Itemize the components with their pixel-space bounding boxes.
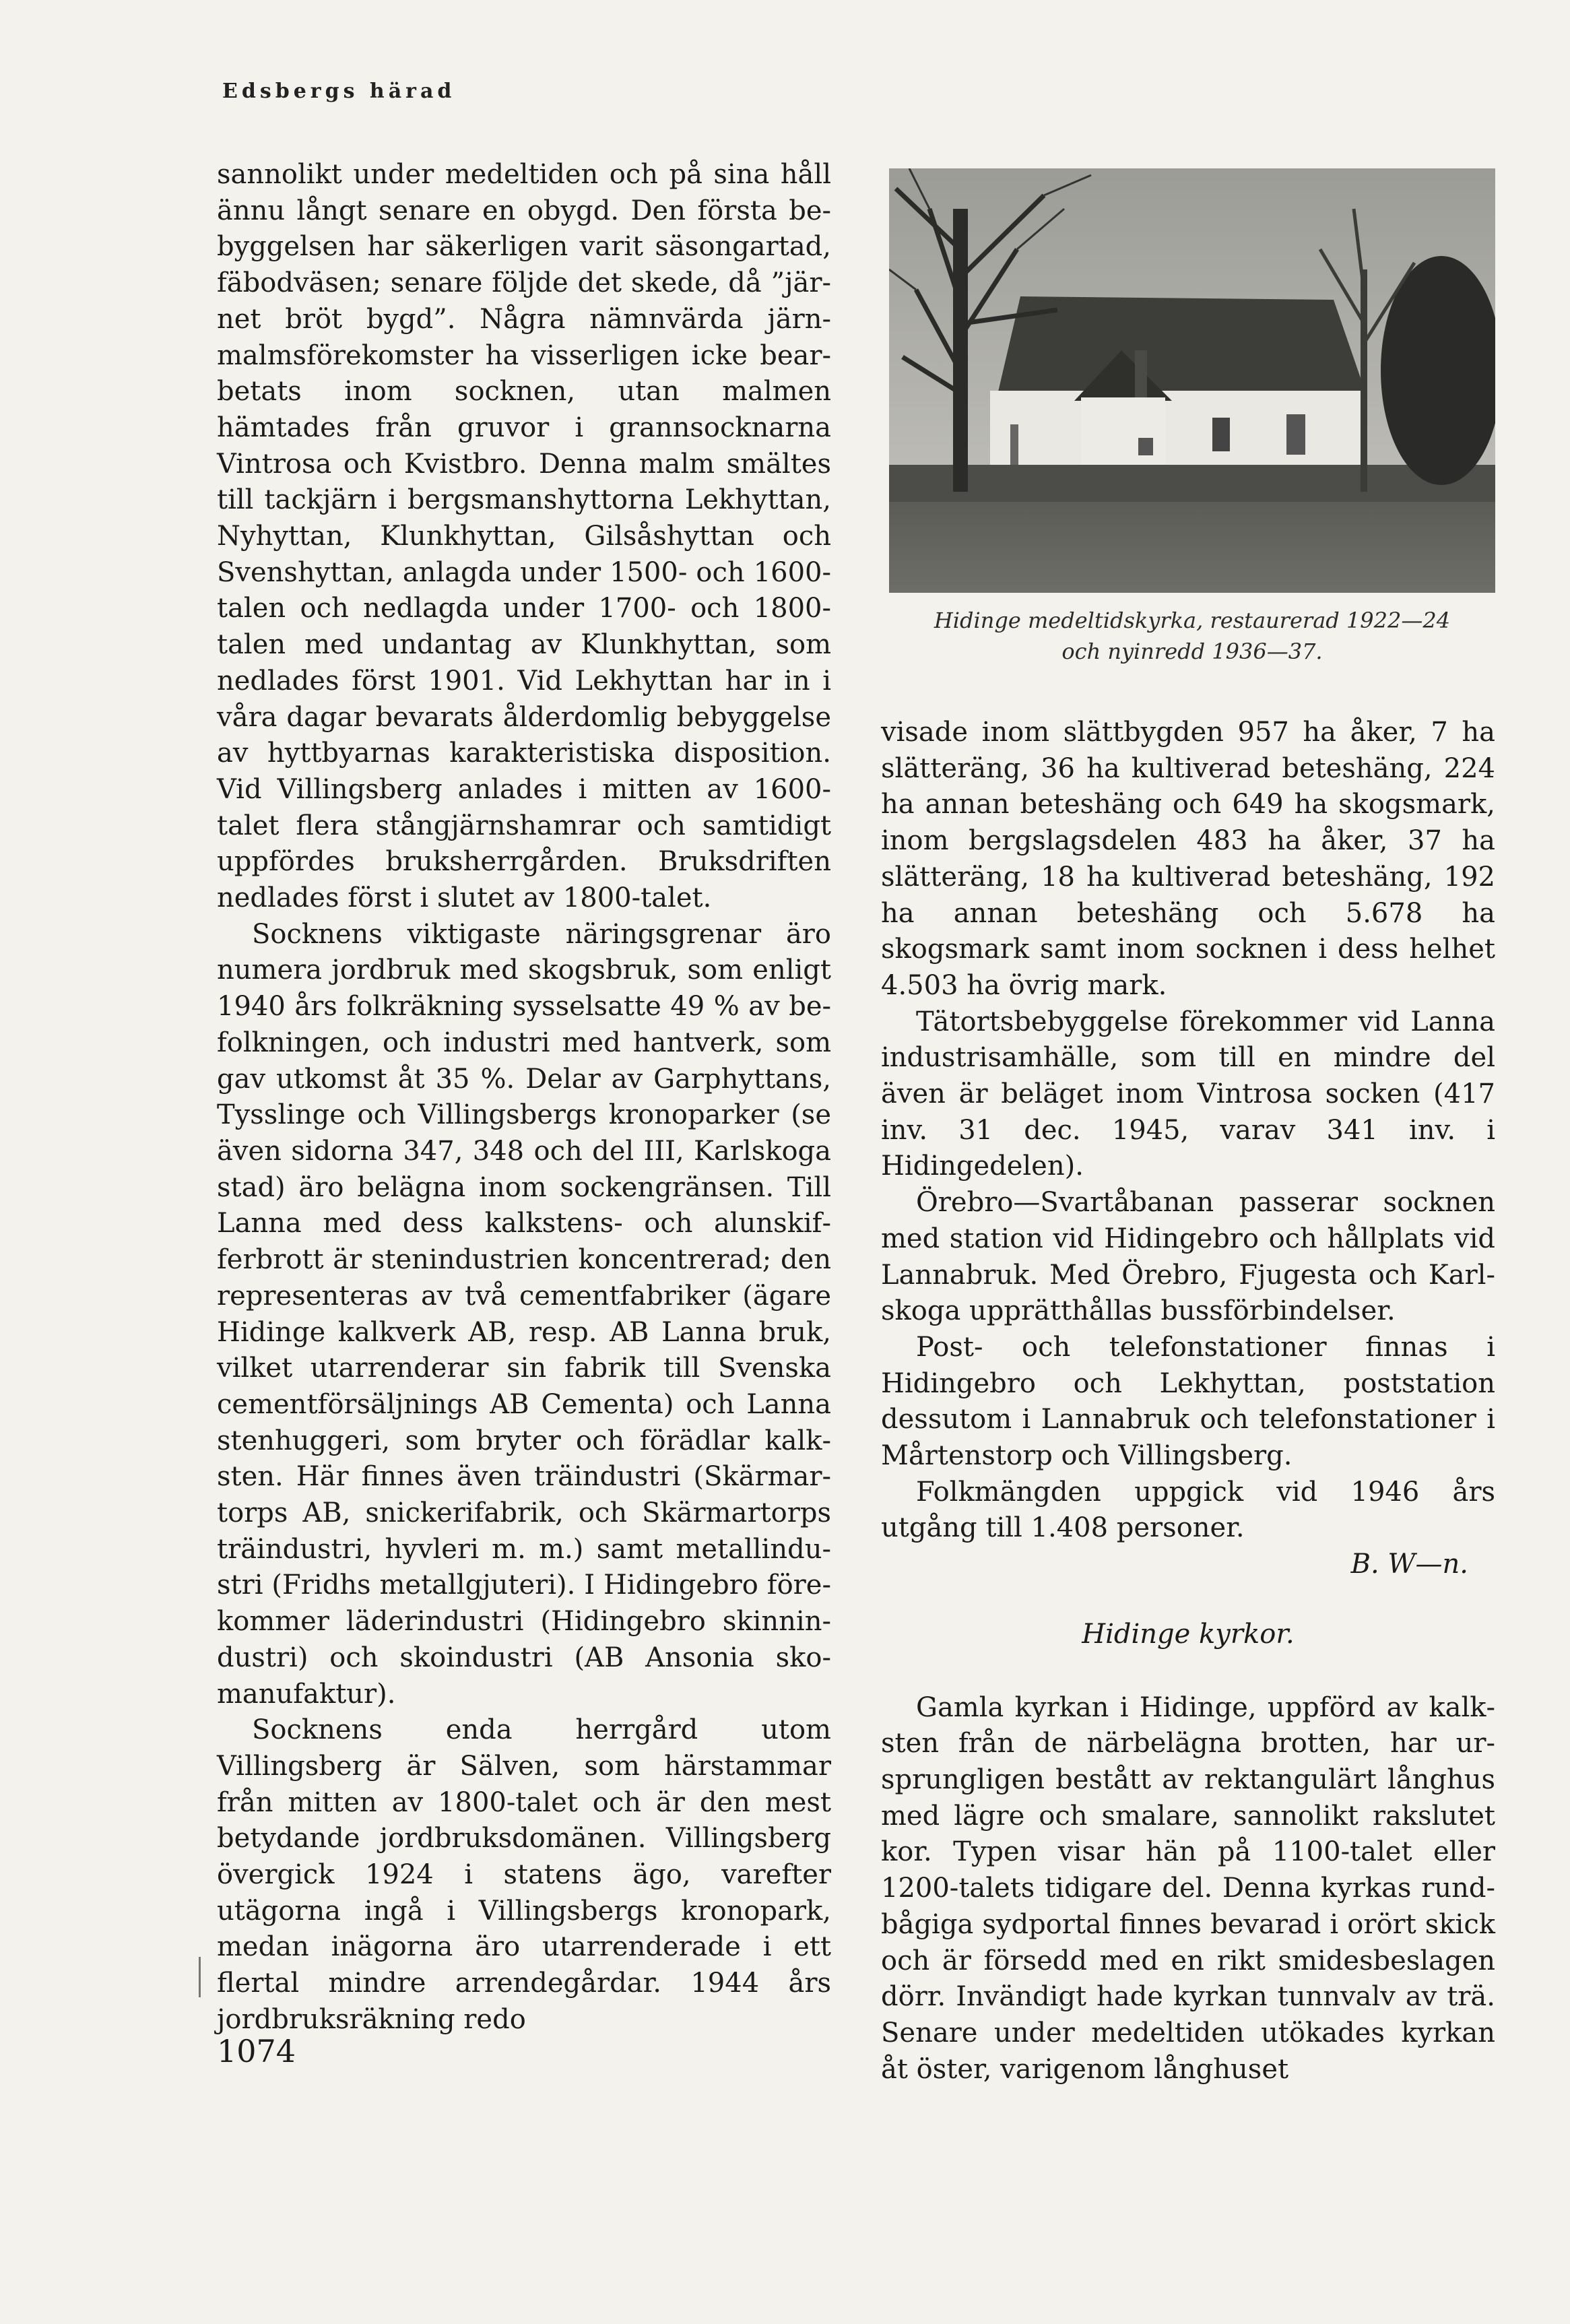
margin-mark [199, 1957, 201, 1997]
section-title: Hidinge kyrkor. [1082, 1618, 1295, 1650]
paragraph: sannolikt under medeltiden och på sina håll ännu långt senare en obygd. Den första bebyggelsen har säkerligen varit säsongartad, fäbodväsen; senare följde det skede, då ”järnet bröt bygd”. Några nämnvärda järnmalmsförekomster ha visserligen icke bearbetats inom socknen, utan malmen hämtades från gruvor i grannsocknarna Vintrosa och Kvistbro. Denna malm smältes till tackjärn i bergsmanshyttorna Lekhyttan, Nyhyttan, Klunkhyttan, Gilsåshyttan och Svenshyttan, anlagda under 1500- och 1600-talen och nedlagda under 1700- och 1800-talen med undantag av Klunkhyttan, som nedlades först 1901. Vid Lekhyttan har in i våra dagar bevarats ålderdomlig bebyggelse av hyttbyarnas karakteristiska disposition. Vid Villingsberg anlades i mitten av 1600-talet flera stångjärnshamrar och samtidigt uppfördes bruksherrgården. Bruksdriften nedlades först i slutet av 1800-talet. [217, 159, 831, 914]
paragraph: Folkmängden uppgick vid 1946 års utgång till 1.408 personer. [881, 1476, 1495, 1544]
page-number: 1074 [217, 2033, 296, 2069]
paragraph: Post- och telefonstationer finnas i Hidingebro och Lekhyttan, poststation dessutom i Lannabruk och telefonstationer i Mårtenstorp och Villingsberg. [881, 1331, 1495, 1472]
church-photo-image [889, 168, 1495, 593]
paragraph: Tätortsbebyggelse förekommer vid Lanna industrisamhälle, som till en mindre del även är beläget inom Vintrosa socken (417 inv. 31 dec. 1945, varav 341 inv. i Hidingedelen). [881, 1006, 1495, 1182]
paragraph: Socknens enda herrgård utom Villingsberg är Sälven, som härstammar från mitten av 1800-talet och är den mest betydande jordbruksdomänen. Villingsberg övergick 1924 i statens ägo, varefter utägorna ingå i Villingsbergs kronopark, medan inägorna äro utarrenderade i ett flertal mindre arrendegårdar. 1944 års jordbruksräkning redo [217, 1714, 831, 2035]
paragraph: visade inom slättbygden 957 ha åker, 7 ha slätteräng, 36 ha kultiverad beteshäng, 224 ha annan beteshäng och 649 ha skogsmark, inom bergslagsdelen 483 ha åker, 37 ha slätteräng, 18 ha kultiverad beteshäng, 192 ha annan beteshäng och 5.678 ha skogsmark samt inom socknen i dess helhet 4.503 ha övrig mark. [881, 717, 1495, 1001]
caption-line: och nyinredd 1936—37. [1061, 639, 1323, 664]
running-head: Edsbergs härad [222, 79, 456, 103]
left-column [217, 157, 831, 2038]
paragraph: Örebro—Svartåbanan passerar socknen med station vid Hidingebro och hållplats vid Lannabruk. Med Örebro, Fjugesta och Karlskoga upprätthållas bussförbindelser. [881, 1187, 1495, 1327]
photo-caption [889, 605, 1495, 667]
paragraph: Gamla kyrkan i Hidinge, uppförd av kalksten från de närbelägna brotten, har ursprungligen bestått av rektangulärt långhus med lägre och smalare, sannolikt rakslutet kor. Typen visar hän på 1100-talet eller 1200-talets tidigare del. Denna kyrkas rundbågiga sydportal finnes bevarad i orört skick och är försedd med en rikt smidesbeslagen dörr. Invändigt hade kyrkan tunnvalv av trä. Senare under medeltiden utökades kyrkan åt öster, varigenom långhuset [881, 1691, 1495, 2085]
caption-line: Hidinge medeltidskyrka, restaurerad 1922—24 [934, 608, 1451, 633]
church-photo [889, 168, 1495, 593]
author-signature: B. W—n. [1350, 1549, 1468, 1580]
right-column [881, 715, 1495, 2088]
paragraph: Socknens viktigaste näringsgrenar äro numera jordbruk med skogsbruk, som enligt 1940 års folkräkning sysselsatte 49 % av befolkningen, och industri med hantverk, som gav utkomst åt 35 %. Delar av Garphyttans, Tysslinge och Villingsbergs kronoparker (se även sidorna 347, 348 och del III, Karlskoga stad) äro belägna inom sockengränsen. Till Lanna med dess kalkstens- och alunskifferbrott är stenindustrien koncentrerad; den representeras av två cementfabriker (ägare Hidinge kalkverk AB, resp. AB Lanna bruk, vilket utarrenderar sin fabrik till Svenska cementförsäljnings AB Cementa) och Lanna stenhuggeri, som bryter och förädlar kalksten. Här finnes även träindustri (Skärmartorps AB, snickerifabrik, och Skärmartorps träindustri, hyvleri m. m.) samt metallindustri (Fridhs metallgjuteri). I Hidingebro förekommer läderindustri (Hidingebro skinnindustri) och skoindustri (AB Ansonia skomanufaktur). [217, 918, 831, 1710]
